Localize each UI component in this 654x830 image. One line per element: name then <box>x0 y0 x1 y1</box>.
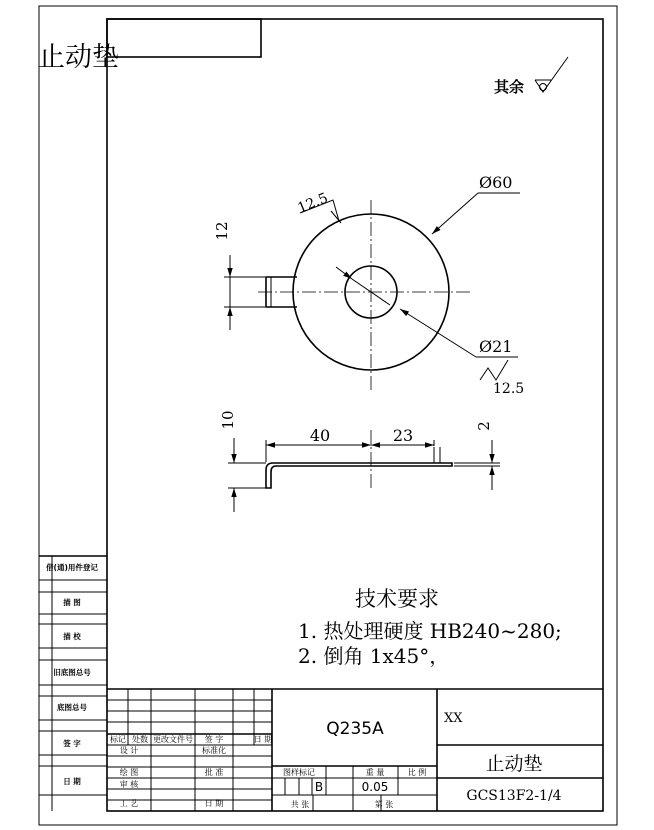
tb-draw: 绘 图 <box>119 768 139 777</box>
dim-height: 10 <box>219 410 237 430</box>
roughness-other-label: 其余 <box>494 78 525 96</box>
dim-outer-diameter: Ø60 <box>479 173 513 192</box>
dim-tab-width: 12 <box>213 221 231 241</box>
tb-standardize: 标准化 <box>202 746 226 755</box>
side-label-trace: 描 图 <box>63 598 81 607</box>
tech-line-2: 2. 倒角 1x45°， <box>298 644 450 668</box>
title-block <box>107 689 603 811</box>
tech-title: 技术要求 <box>355 587 439 611</box>
side-view <box>219 410 500 512</box>
roughness-symbol-icon <box>535 57 568 92</box>
side-label-trace-check: 描 校 <box>63 632 81 641</box>
tb-stage-value: B <box>314 780 324 794</box>
dim-length-40: 40 <box>309 426 331 445</box>
corner-box <box>107 19 261 57</box>
tb-total-sheets: 共 张 <box>290 800 310 809</box>
tb-sheet-no: 第 张 <box>374 800 394 809</box>
tb-weight: 重 量 <box>365 768 385 777</box>
tb-company: XX <box>444 711 463 726</box>
side-strip <box>39 556 107 811</box>
tb-scale: 比 例 <box>407 768 427 777</box>
roughness-lower-value: 12.5 <box>493 381 525 397</box>
th-date: 日 期 <box>253 735 273 744</box>
th-change-doc: 更改文件号 <box>153 735 193 744</box>
side-label-old-base-no: 旧底图总号 <box>53 668 91 677</box>
tb-design: 设 计 <box>119 746 139 755</box>
tb-approve: 批 准 <box>204 768 224 777</box>
dim-length-23: 23 <box>392 426 414 445</box>
tb-process: 工 艺 <box>119 799 139 808</box>
tb-date: 日 期 <box>204 799 224 808</box>
side-label-base-no: 底图总号 <box>57 703 87 712</box>
inner-border <box>107 19 603 811</box>
side-label-sign: 签 字 <box>63 739 81 748</box>
dim-thickness: 2 <box>475 421 493 431</box>
tb-stage-mark: 图样标记 <box>283 768 315 777</box>
th-mark: 标记 <box>110 735 126 744</box>
tb-part-name: 止动垫 <box>485 753 543 775</box>
front-view <box>213 173 524 397</box>
side-label-date: 日 期 <box>63 777 81 786</box>
part-section <box>266 463 452 488</box>
roughness-lower-icon <box>480 360 508 380</box>
tb-drawing-no: GCS13F2-1/4 <box>466 788 562 804</box>
th-count: 处数 <box>132 735 148 744</box>
th-sign: 签 字 <box>204 735 224 744</box>
tb-review: 审 核 <box>119 780 139 789</box>
tech-line-1: 1. 热处理硬度 HB240~280; <box>298 619 562 643</box>
side-label-reuse: 借(通)用件登记 <box>46 563 98 572</box>
dim-inner-diameter: Ø21 <box>479 337 513 356</box>
red-title: 止动垫 <box>38 42 119 73</box>
tb-material: Q235A <box>326 719 384 739</box>
outer-border <box>39 6 617 825</box>
tb-weight-value: 0.05 <box>361 780 389 794</box>
roughness-upper-value: 12.5 <box>295 190 331 217</box>
